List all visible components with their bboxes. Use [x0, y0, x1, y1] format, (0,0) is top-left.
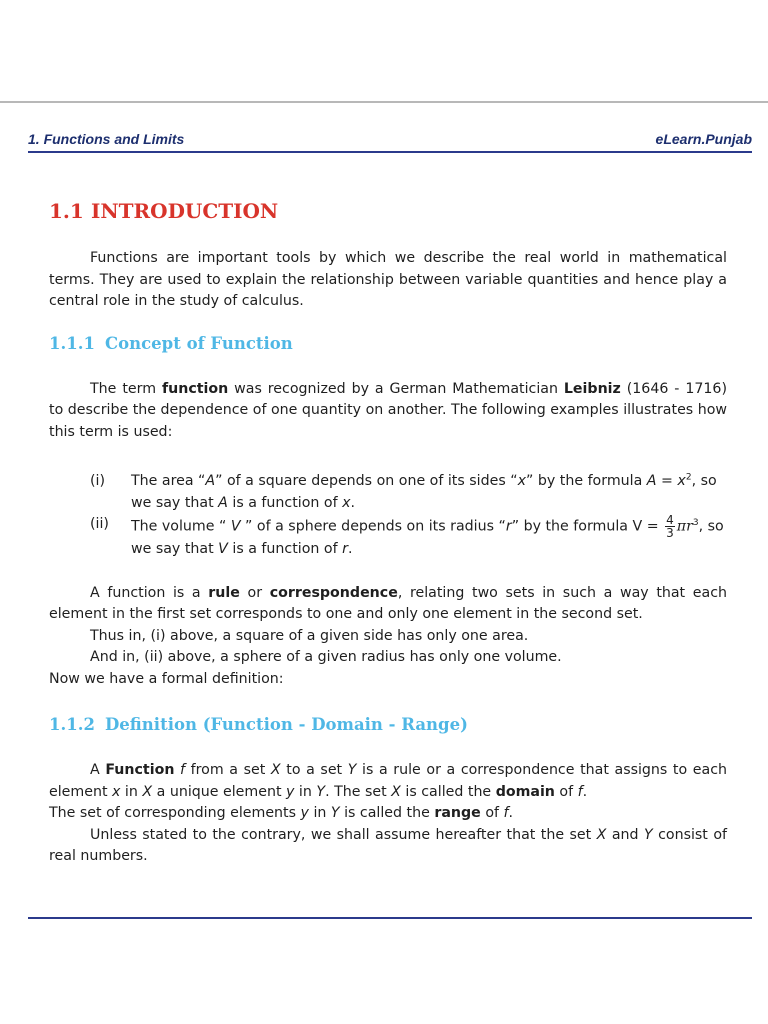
example-sphere-paragraph: And in, (ii) above, a sphere of a given radius has only one volume. [90, 649, 562, 665]
example-square-paragraph: Thus in, (i) above, a square of a given side has only one area. [90, 627, 529, 644]
text-run: A [90, 762, 106, 778]
text-run: ” by the formula V = [511, 518, 664, 535]
text-run: , so we say that [131, 518, 724, 557]
text-run: in [120, 783, 143, 800]
subsection-title: Definition (Function - Domain - Range) [105, 715, 468, 734]
assumption-paragraph [49, 825, 727, 868]
subsection-number: 1.1.2 [49, 715, 95, 734]
math-var: Y [330, 805, 340, 821]
text-run: consist of real numbers. [49, 826, 727, 864]
page-content [49, 196, 727, 868]
term-domain: domain [495, 783, 555, 800]
rule-paragraph [49, 583, 727, 626]
text-run: a unique element [152, 783, 287, 800]
page-header [28, 131, 752, 151]
exponent: 2 [685, 472, 692, 483]
footer-divider [28, 917, 752, 919]
text-run: . [508, 805, 514, 821]
term-rule: rule [208, 584, 240, 601]
fraction-numerator: 4 [666, 513, 674, 527]
text-run: ” of a square depends on one of its sides “ [215, 473, 518, 489]
math-var: Y [643, 826, 653, 843]
math-var: X [596, 826, 607, 843]
text-run: ” of a sphere depends on its radius “ [240, 518, 506, 535]
text-run: (1646 - 1716) to describe the dependence of one quantity on another. The following examples illustrates how this term is used: [49, 380, 727, 440]
subsection-heading-concept [49, 331, 727, 357]
math-var: f [577, 783, 583, 800]
concept-paragraph [49, 379, 727, 444]
text-run: . [582, 783, 588, 800]
text-run: The volume “ [131, 518, 231, 535]
math-var: Y [316, 783, 326, 800]
math-var: r [686, 518, 693, 535]
term-function: function [161, 380, 229, 397]
list-item [49, 471, 727, 514]
math-var: A [646, 473, 657, 489]
math-var: X [270, 762, 281, 778]
text-run: . [350, 494, 356, 511]
list-item [49, 514, 727, 561]
text-run: is a function of [227, 541, 343, 557]
text-run: , relating two sets in such a way that each element in the first set corresponds to one and only one element in the second set. [49, 584, 727, 622]
math-var: f [180, 762, 186, 778]
math-var: X [142, 783, 153, 800]
math-var: r [342, 541, 348, 557]
text-run: Unless stated to the contrary, we shall assume hereafter that the set [90, 826, 597, 843]
math-var: x [112, 783, 121, 800]
term-range: range [434, 805, 481, 821]
math-var: V [218, 541, 228, 557]
math-var: r [505, 518, 512, 535]
text-run: is a function of [227, 494, 343, 511]
term-function: Function [105, 762, 175, 778]
math-var: A [218, 494, 228, 511]
math-var: x [342, 494, 351, 511]
math-var: y [286, 783, 295, 800]
text-run: of [554, 783, 578, 800]
subsection-number: 1.1.1 [49, 333, 95, 353]
subsection-heading-definition [49, 712, 727, 738]
range-paragraph [49, 803, 727, 825]
text-run: is called the [339, 805, 435, 821]
text-run: is called the [400, 783, 496, 800]
subsection-title: Concept of Function [105, 333, 293, 353]
text-run: from a set [185, 762, 271, 778]
math-var: y [300, 805, 309, 821]
text-run: = [656, 473, 678, 489]
text-run: , so we say that [131, 473, 717, 511]
math-var: x [517, 473, 526, 489]
definition-paragraph [49, 760, 727, 803]
text-run: The set of corresponding elements [49, 805, 301, 821]
text-run: to a set [280, 762, 348, 778]
term-leibniz: Leibniz [563, 380, 621, 397]
math-var: A [205, 473, 216, 489]
top-divider [0, 101, 768, 103]
math-var: V [230, 518, 241, 535]
chapter-title: 1. Functions and Limits [28, 131, 185, 147]
math-var: x [677, 473, 686, 489]
term-correspondence: correspondence [269, 584, 398, 601]
transition-paragraph: Now we have a formal definition: [49, 670, 284, 687]
math-var: X [391, 783, 401, 800]
text-run: The area “ [131, 473, 206, 489]
fraction-denominator: 3 [666, 526, 674, 540]
list-marker: (i) [90, 473, 106, 489]
brand-name: eLearn.Punjab [655, 131, 752, 147]
text-run: A function is a [90, 584, 209, 601]
text-run: in [294, 783, 317, 800]
text-run: is a rule or a correspondence that assigns to each element [49, 762, 728, 800]
exponent: 3 [692, 517, 699, 528]
text-run: . The set [325, 783, 392, 800]
math-var: Y [347, 762, 357, 778]
text-run: or [239, 584, 270, 601]
math-var: π [676, 518, 687, 535]
intro-paragraph: Functions are important tools by which we describe the real world in mathematical terms. They are used to explain the relationship between variable quantities and hence play a central role in the study of calculus. [49, 250, 727, 309]
text-run: . [347, 541, 353, 557]
text-run: in [308, 805, 331, 821]
section-number: 1.1 [49, 199, 84, 223]
math-var: f [503, 805, 509, 821]
section-heading [49, 196, 727, 226]
fraction [665, 514, 675, 539]
list-marker: (ii) [90, 516, 109, 532]
section-title: INTRODUCTION [91, 199, 279, 223]
text-run: and [606, 826, 644, 843]
text-run: of [480, 805, 504, 821]
text-run: ” by the formula [526, 473, 647, 489]
text-run: The term [90, 380, 162, 397]
header-divider [28, 151, 752, 153]
text-run: was recognized by a German Mathematician [228, 380, 564, 397]
